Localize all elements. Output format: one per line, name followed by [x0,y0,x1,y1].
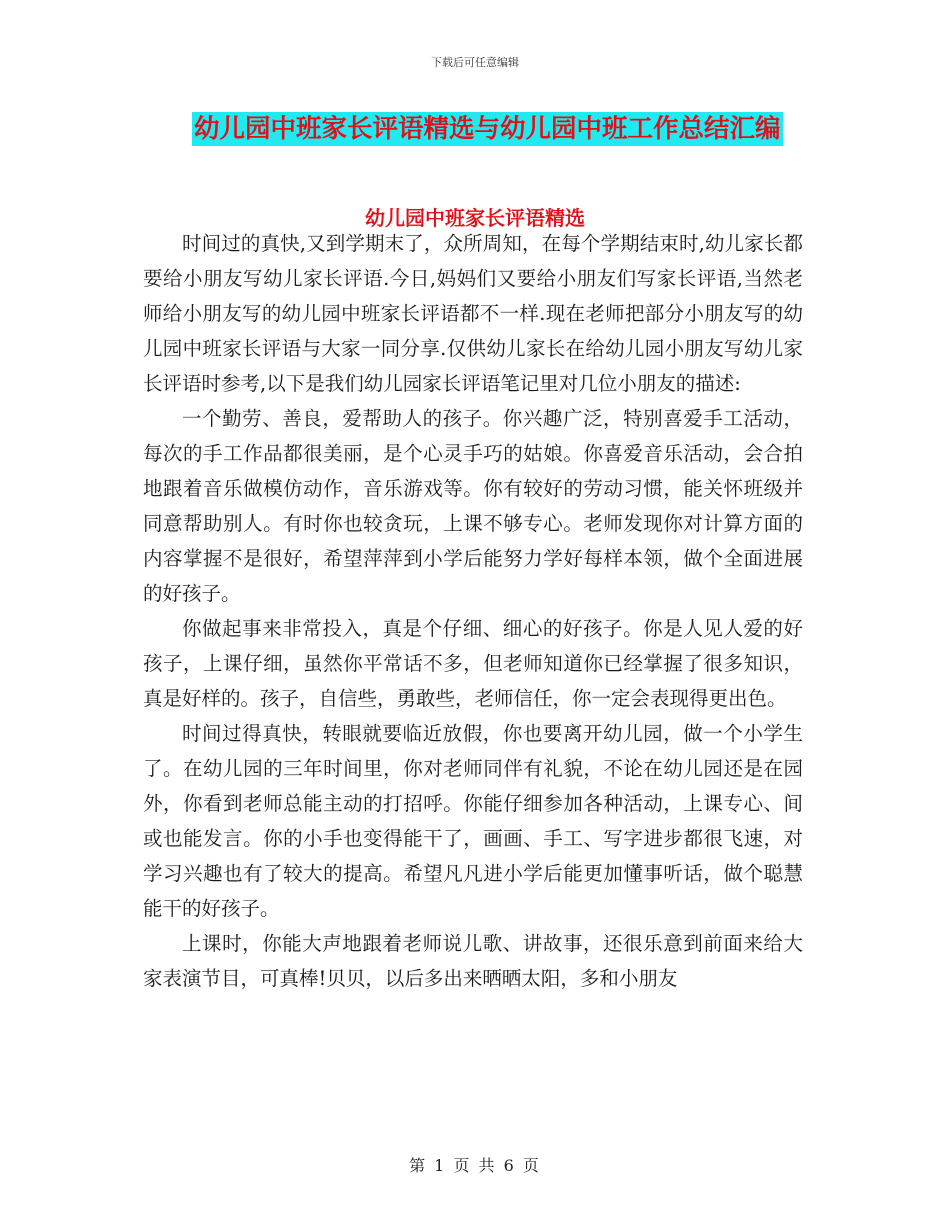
document-title: 幼儿园中班家长评语精选与幼儿园中班工作总结汇编 [194,114,781,144]
paragraph-comment-4: 上课时，你能大声地跟着老师说儿歌、讲故事，还很乐意到前面来给大家表演节目，可真棒!贝贝，以后多出来晒晒太阳，多和小朋友 [143,932,803,990]
paragraph-comment-1: 一个勤劳、善良，爱帮助人的孩子。你兴趣广泛，特别喜爱手工活动，每次的手工作品都很美丽，是个心灵手巧的姑娘。你喜爱音乐活动，会合拍地跟着音乐做模仿动作，音乐游戏等。你有较好的劳动习惯，能关怀班级并同意帮助别人。有时你也较贪玩，上课不够专心。老师发现你对计算方面的内容掌握不是很好，希望萍萍到小学后能努力学好每样本领，做个全面进展的好孩子。 [143,407,803,605]
body-text [143,226,803,996]
page-number-footer: 第 1 页 共 6 页 [409,1156,541,1175]
paragraph-comment-2: 你做起事来非常投入，真是个仔细、细心的好孩子。你是人见人爱的好孩子，上课仔细，虽然你平常话不多，但老师知道你已经掌握了很多知识，真是好样的。孩子，自信些，勇敢些，老师信任，你一定会表现得更出色。 [143,617,803,710]
section-title: 幼儿园中班家长评语精选 [365,206,585,230]
header-note: 下载后可任意编辑 [431,56,519,69]
paragraph-comment-3: 时间过得真快，转眼就要临近放假，你也要离开幼儿园，做一个小学生了。在幼儿园的三年时间里，你对老师同伴有礼貌，不论在幼儿园还是在园外，你看到老师总能主动的打招呼。你能仔细参加各种活动，上课专心、间或也能发言。你的小手也变得能干了，画画、手工、写字进步都很飞速，对学习兴趣也有了较大的提高。希望凡凡进小学后能更加懂事听话，做个聪慧能干的好孩子。 [143,722,803,920]
paragraph-intro: 时间过的真快,又到学期末了，众所周知，在每个学期结束时,幼儿家长都要给小朋友写幼儿家长评语.今日,妈妈们又要给小朋友们写家长评语,当然老师给小朋友写的幼儿园中班家长评语都不一样.现在老师把部分小朋友写的幼儿园中班家长评语与大家一同分享.仅供幼儿家长在给幼儿园小朋友写幼儿家长评语时参考,以下是我们幼儿园家长评语笔记里对几位小朋友的描述: [143,232,803,395]
